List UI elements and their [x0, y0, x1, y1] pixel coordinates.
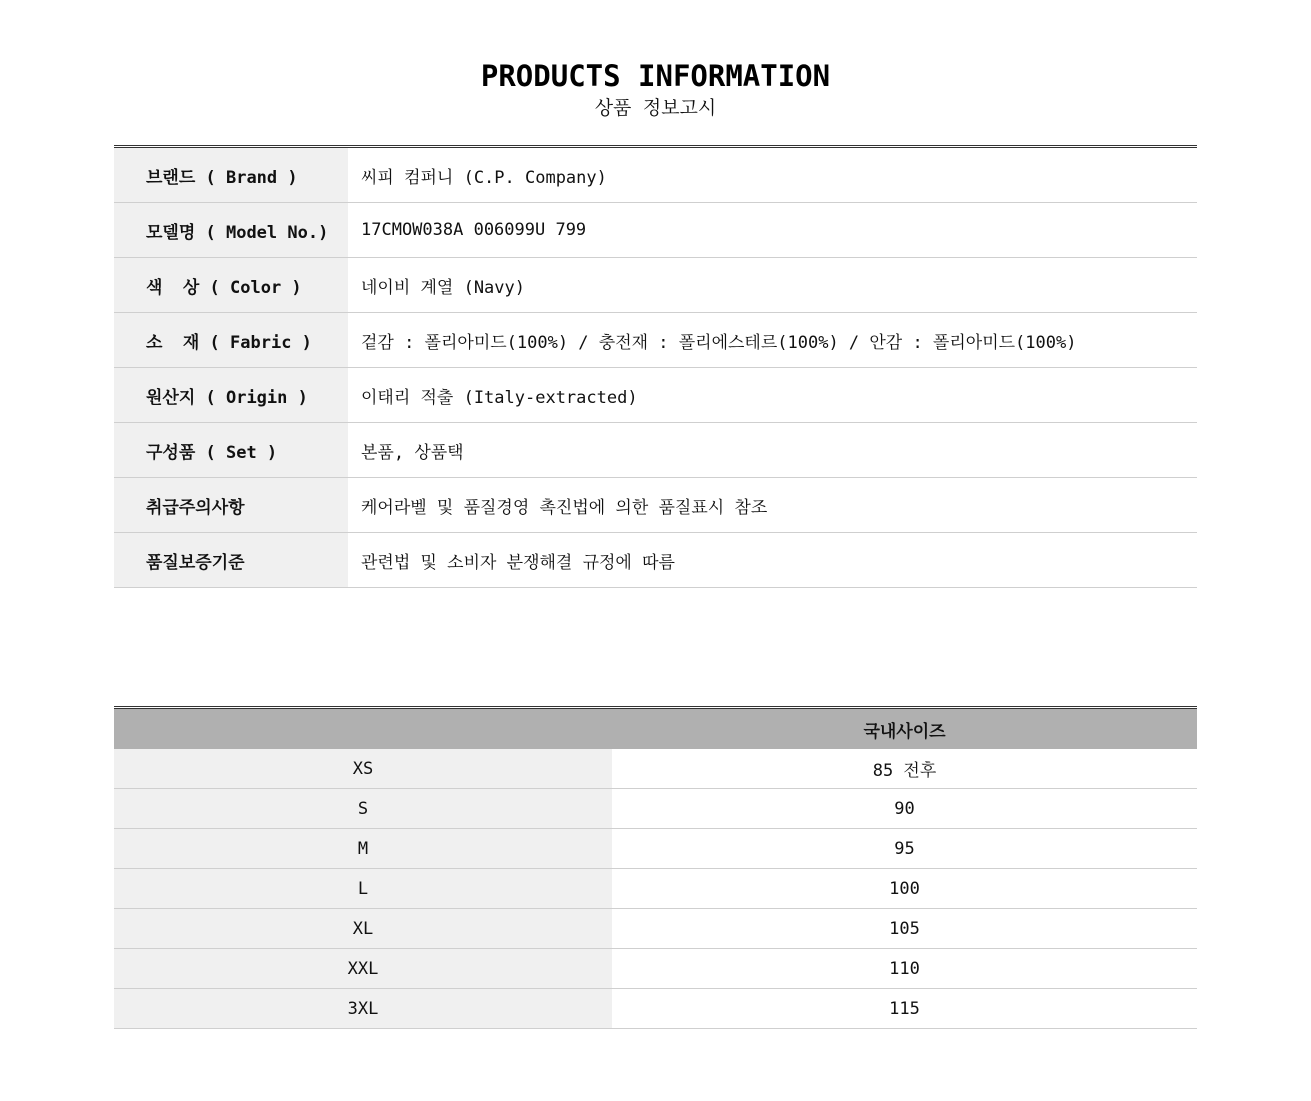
table-row: [114, 949, 1197, 989]
info-value: 관련법 및 소비자 분쟁해결 규정에 따름: [348, 533, 1197, 588]
size-header-left: [114, 708, 612, 750]
info-value: 17CMOW038A 006099U 799: [348, 203, 1197, 258]
info-value: 씨피 컴퍼니 (C.P. Company): [348, 147, 1197, 203]
table-row: [114, 749, 1197, 789]
domestic-size: 100: [612, 869, 1197, 909]
info-row-model: [114, 203, 1197, 258]
size-label: 3XL: [114, 989, 612, 1029]
size-label: XL: [114, 909, 612, 949]
page-title: PRODUCTS INFORMATION: [480, 59, 831, 93]
info-label: 품질보증기준: [114, 533, 348, 588]
info-row-color: [114, 258, 1197, 313]
domestic-size: 105: [612, 909, 1197, 949]
info-row-origin: [114, 368, 1197, 423]
page-header: [0, 58, 1311, 122]
info-value: 네이비 계열 (Navy): [348, 258, 1197, 313]
size-header-domestic: 국내사이즈: [612, 708, 1197, 750]
size-label: S: [114, 789, 612, 829]
info-row-brand: [114, 147, 1197, 203]
size-table: [114, 706, 1197, 1029]
product-info-table: [114, 145, 1197, 588]
domestic-size: 110: [612, 949, 1197, 989]
page-subtitle: 상품 정보고시: [594, 97, 717, 119]
info-row-set: [114, 423, 1197, 478]
info-value: 본품, 상품택: [348, 423, 1197, 478]
info-label: 소 재 ( Fabric ): [114, 313, 348, 368]
size-table-header: [114, 708, 1197, 750]
domestic-size: 85 전후: [612, 749, 1197, 789]
info-label: 색 상 ( Color ): [114, 258, 348, 313]
info-label: 구성품 ( Set ): [114, 423, 348, 478]
domestic-size: 95: [612, 829, 1197, 869]
size-label: XXL: [114, 949, 612, 989]
info-row-fabric: [114, 313, 1197, 368]
table-row: [114, 989, 1197, 1029]
info-row-warranty: [114, 533, 1197, 588]
info-row-care: [114, 478, 1197, 533]
domestic-size: 90: [612, 789, 1197, 829]
info-value: 이태리 적출 (Italy-extracted): [348, 368, 1197, 423]
table-row: [114, 909, 1197, 949]
info-label: 원산지 ( Origin ): [114, 368, 348, 423]
table-row: [114, 789, 1197, 829]
size-label: XS: [114, 749, 612, 789]
info-value: 케어라벨 및 품질경영 촉진법에 의한 품질표시 참조: [348, 478, 1197, 533]
domestic-size: 115: [612, 989, 1197, 1029]
info-label: 모델명 ( Model No.): [114, 203, 348, 258]
table-row: [114, 829, 1197, 869]
size-label: L: [114, 869, 612, 909]
info-label: 브랜드 ( Brand ): [114, 147, 348, 203]
info-label: 취급주의사항: [114, 478, 348, 533]
table-row: [114, 869, 1197, 909]
info-value: 겉감 : 폴리아미드(100%) / 충전재 : 폴리에스테르(100%) / 안감 : 폴리아미드(100%): [348, 313, 1197, 368]
size-label: M: [114, 829, 612, 869]
